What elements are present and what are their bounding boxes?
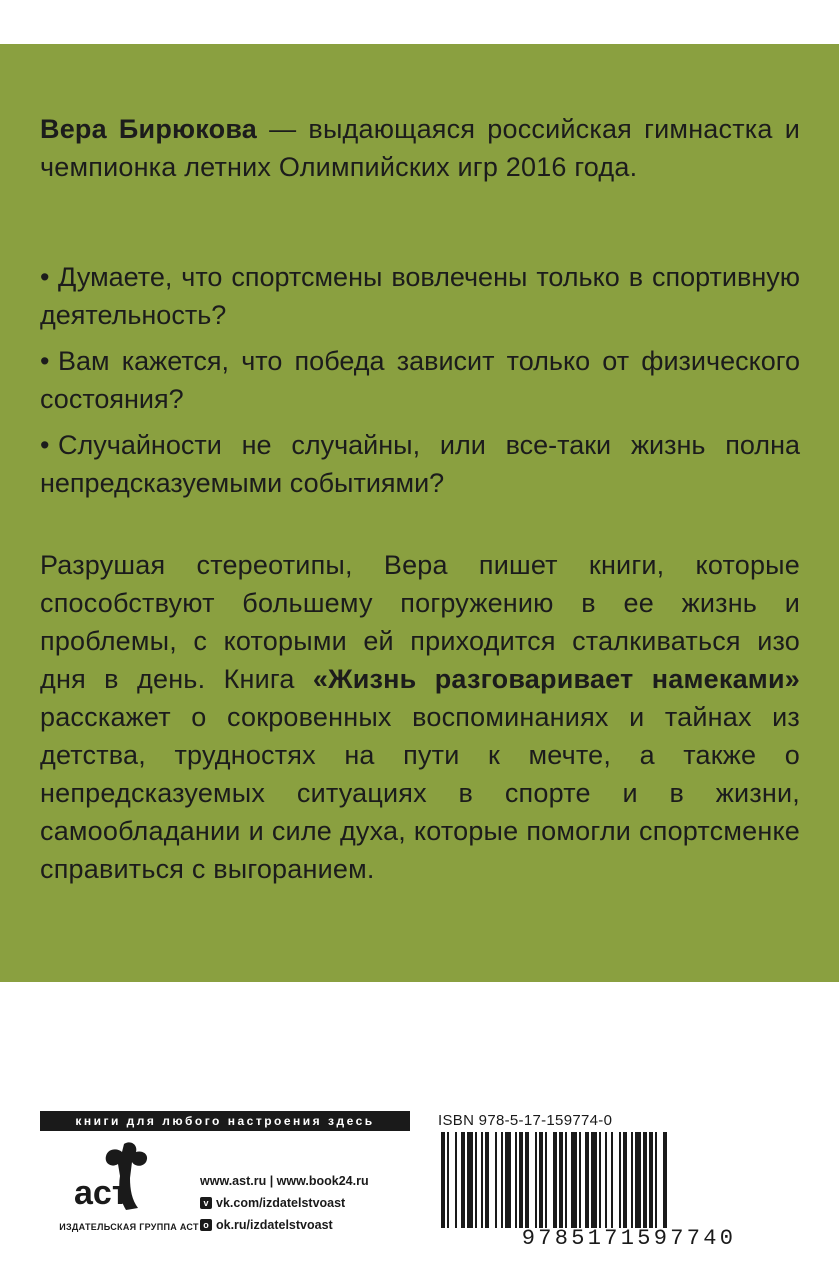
bullet-icon: •: [40, 430, 50, 460]
barcode-bar: [481, 1132, 483, 1228]
barcode-bar: [599, 1132, 601, 1228]
barcode-bar: [611, 1132, 613, 1228]
intro-paragraph: [40, 110, 800, 186]
barcode-bar: [559, 1132, 563, 1228]
ast-logo-icon: [72, 1138, 162, 1220]
barcode-bar: [485, 1132, 489, 1228]
vk-link: v vk.com/izdatelstvoast: [200, 1192, 369, 1214]
barcode-bar: [495, 1132, 497, 1228]
barcode-bar: [467, 1132, 473, 1228]
barcode-bar: [461, 1132, 465, 1228]
intro-text: — выдающаяся российская гимнастка и чемпионка летних Олимпийских игр 2016 года.: [40, 114, 800, 182]
barcode-bar: [501, 1132, 503, 1228]
book-title: «Жизнь разговаривает намеками»: [312, 664, 800, 694]
svg-text:аст: аст: [74, 1174, 129, 1212]
barcode-bar: [441, 1132, 445, 1228]
bullet-icon: •: [40, 346, 50, 376]
ok-icon: o: [200, 1219, 212, 1231]
barcode-icon: [437, 1132, 821, 1228]
barcode-bar: [649, 1132, 653, 1228]
ok-link: o ok.ru/izdatelstvoast: [200, 1214, 369, 1236]
barcode-bar: [663, 1132, 667, 1228]
barcode-bar: [519, 1132, 523, 1228]
description-paragraph: Разрушая стереотипы, Вера пишет книги, которые способствуют большему погружению в ее жизнь и проблемы, с которыми ей приходится сталкиваться изо дня в день. Книга «Жизнь разговаривает намеками» расскажет о сокровенных воспоминаниях и тайнах из детства, трудностях на пути к мечте, а также о непредсказуемых ситуациях в спорте и в жизни, самообладании и силе духа, которые помогли спортсменке справиться с выгоранием.: [40, 550, 800, 884]
barcode-bar: [605, 1132, 607, 1228]
isbn-digits: 9785171597740: [521, 1226, 737, 1251]
barcode-bar: [475, 1132, 477, 1228]
barcode-bar: [447, 1132, 449, 1228]
barcode-bar: [623, 1132, 627, 1228]
barcode-bar: [585, 1132, 589, 1228]
barcode-bar: [455, 1132, 457, 1228]
question-item: • Случайности не случайны, или все-таки жизнь полна непредсказуемыми событиями?: [40, 426, 800, 502]
site-links: www.ast.ru | www.book24.ru: [200, 1174, 369, 1188]
vk-icon: v: [200, 1197, 212, 1209]
barcode-bar: [539, 1132, 543, 1228]
barcode-bar: [571, 1132, 577, 1228]
barcode-bar: [505, 1132, 511, 1228]
isbn-label: ISBN 978-5-17-159774-0: [438, 1112, 613, 1129]
barcode-bar: [545, 1132, 547, 1228]
question-list: [40, 258, 800, 510]
question-item: • Думаете, что спортсмены вовлечены только в спортивную деятельность?: [40, 258, 800, 334]
question-item: • Вам кажется, что победа зависит только от физического состояния?: [40, 342, 800, 418]
barcode-bar: [553, 1132, 557, 1228]
bullet-icon: •: [40, 262, 50, 292]
barcode-bar: [535, 1132, 537, 1228]
publisher-name: ИЗДАТЕЛЬСКАЯ ГРУППА АСТ: [59, 1222, 199, 1232]
publisher-links: [200, 1170, 369, 1236]
barcode-bar: [579, 1132, 581, 1228]
barcode-bar: [631, 1132, 633, 1228]
barcode-bar: [619, 1132, 621, 1228]
slogan-banner: книги для любого настроения здесь: [40, 1111, 410, 1131]
author-name: Вера Бирюкова: [40, 114, 257, 144]
barcode-bar: [591, 1132, 597, 1228]
barcode-bar: [655, 1132, 657, 1228]
barcode-bar: [515, 1132, 517, 1228]
barcode-bar: [643, 1132, 647, 1228]
barcode-bar: [525, 1132, 529, 1228]
barcode-bar: [565, 1132, 567, 1228]
barcode-bar: [635, 1132, 641, 1228]
